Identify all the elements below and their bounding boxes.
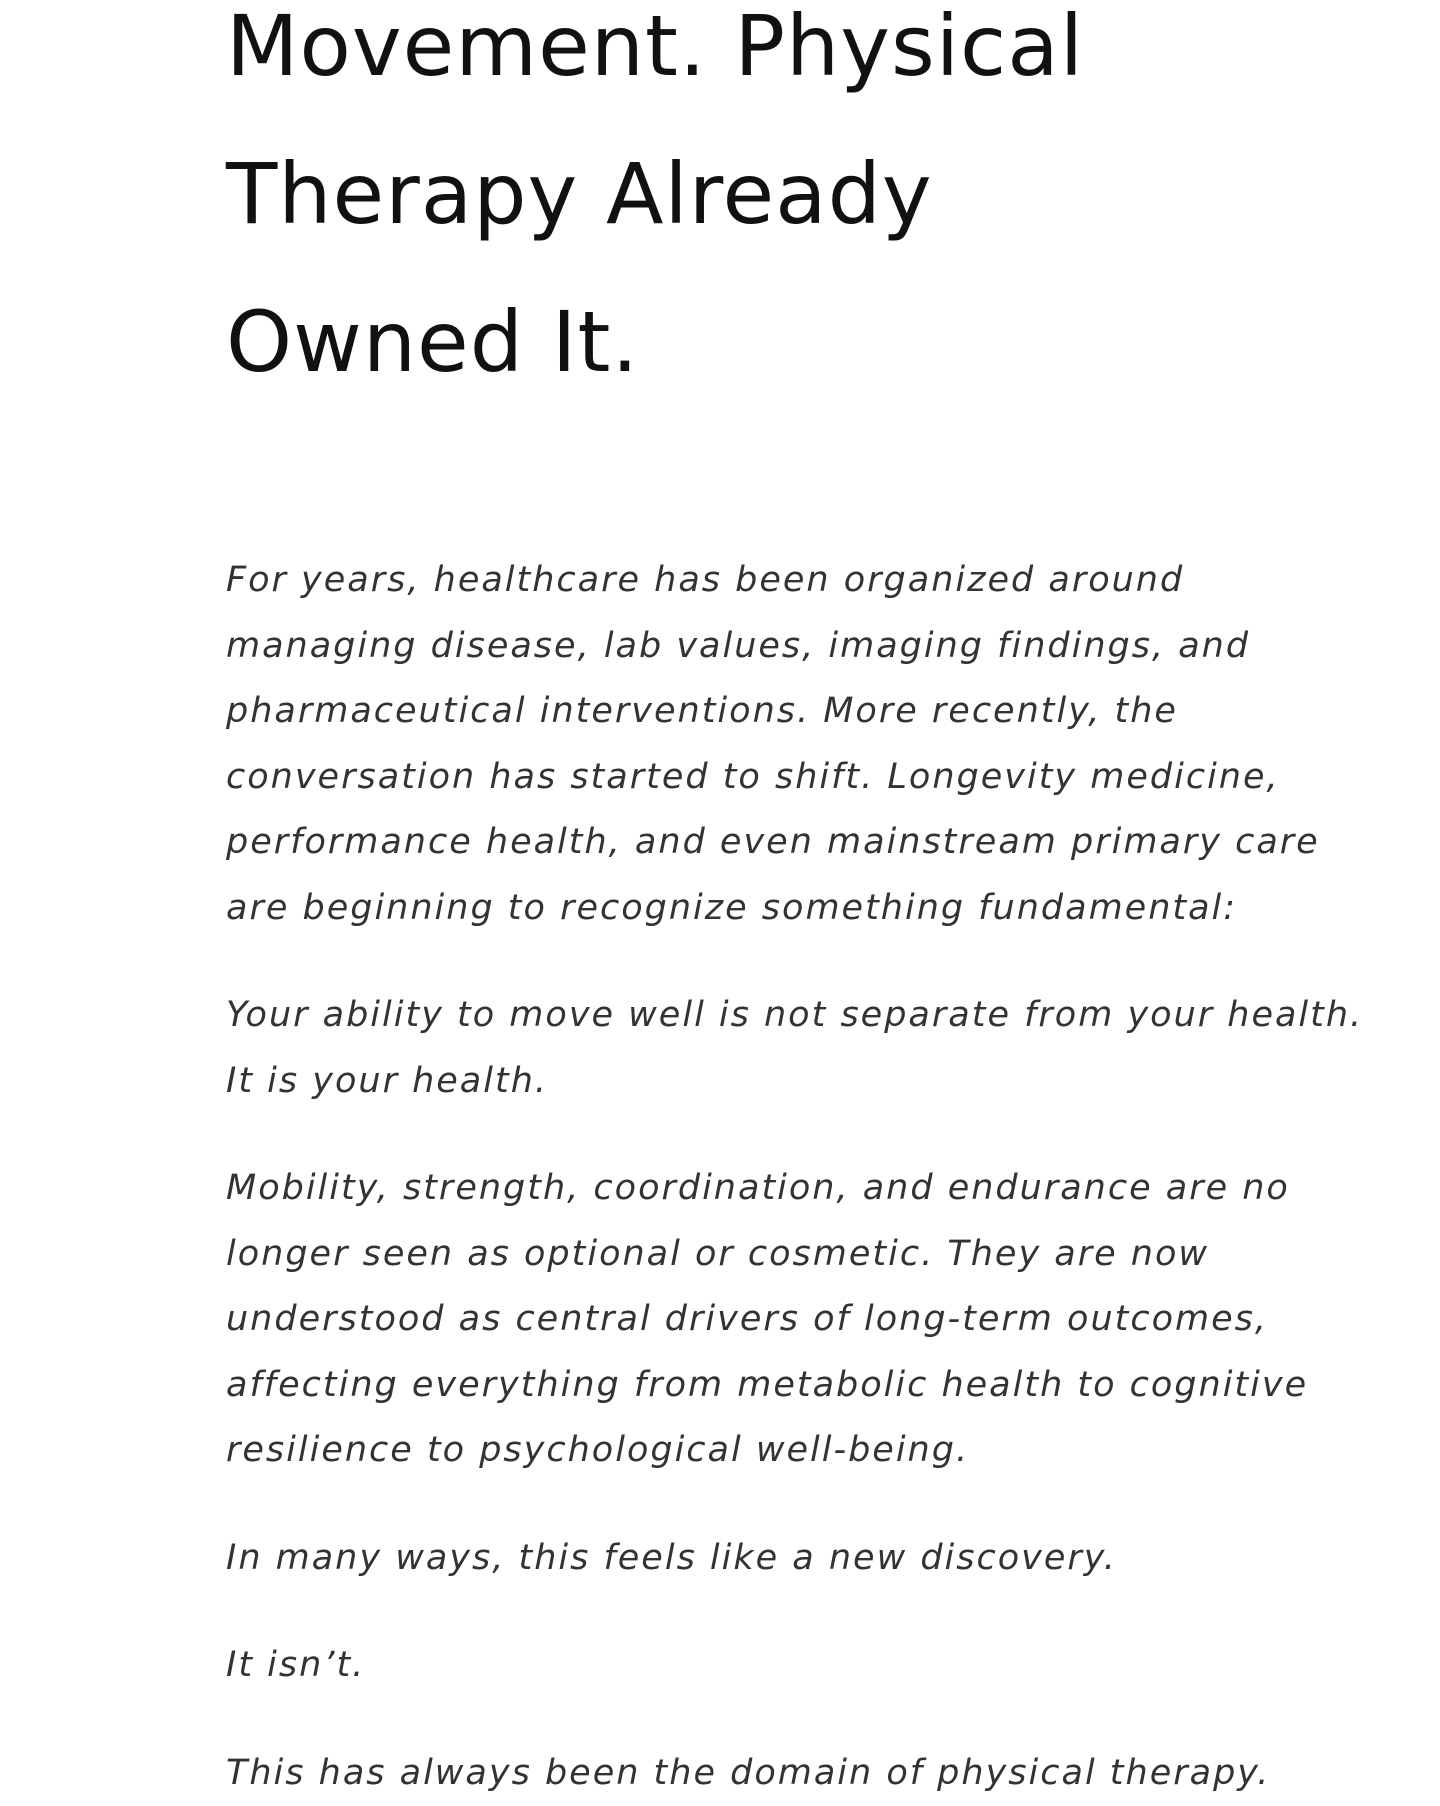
text-line: Your ability to move well is not separate from your health. bbox=[226, 983, 1306, 1049]
text-line: understood as central drivers of long-term outcomes, bbox=[226, 1287, 1306, 1353]
text-line: are beginning to recognize something fundamental: bbox=[226, 876, 1306, 942]
paragraph-discovery bbox=[226, 1526, 1306, 1592]
paragraph-key-statement bbox=[226, 983, 1306, 1114]
paragraph-mobility bbox=[226, 1156, 1306, 1484]
text-line: performance health, and even mainstream primary care bbox=[226, 810, 1306, 876]
text-line: Mobility, strength, coordination, and endurance are no bbox=[226, 1156, 1306, 1222]
text-line: conversation has started to shift. Longevity medicine, bbox=[226, 745, 1306, 811]
article-title bbox=[226, 0, 1226, 416]
text-line: longer seen as optional or cosmetic. They are now bbox=[226, 1222, 1306, 1288]
text-line: It isn’t. bbox=[226, 1633, 1306, 1699]
title-line: Movement. Physical bbox=[226, 0, 1226, 120]
article-body bbox=[226, 548, 1306, 1806]
text-line: resilience to psychological well-being. bbox=[226, 1418, 1306, 1484]
paragraph-it-isnt bbox=[226, 1633, 1306, 1699]
text-line: managing disease, lab values, imaging findings, and bbox=[226, 614, 1306, 680]
text-line: This has always been the domain of physical therapy. bbox=[226, 1741, 1306, 1806]
paragraph-domain bbox=[226, 1741, 1306, 1806]
text-line: affecting everything from metabolic health to cognitive bbox=[226, 1353, 1306, 1419]
title-line: Therapy Already bbox=[226, 120, 1226, 268]
text-line: For years, healthcare has been organized around bbox=[226, 548, 1306, 614]
text-line: It is your health. bbox=[226, 1049, 1306, 1115]
text-line: In many ways, this feels like a new discovery. bbox=[226, 1526, 1306, 1592]
text-line: pharmaceutical interventions. More recently, the bbox=[226, 679, 1306, 745]
paragraph-intro bbox=[226, 548, 1306, 941]
title-line: Owned It. bbox=[226, 268, 1226, 416]
